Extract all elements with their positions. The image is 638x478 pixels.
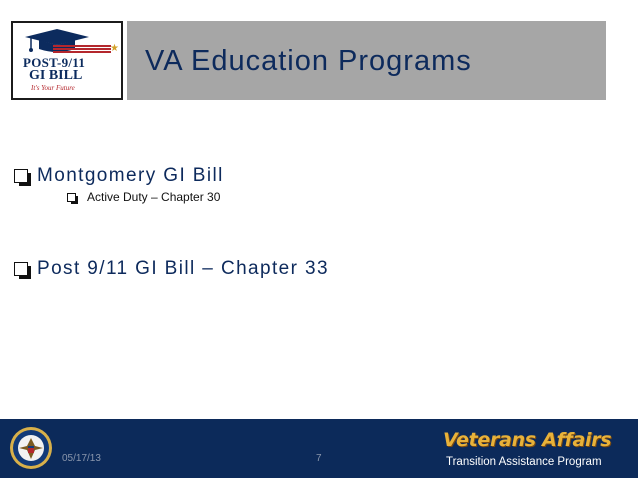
page-number: 7 [316, 453, 322, 464]
gi-bill-logo [11, 21, 123, 100]
sub-bullet-active-duty [67, 190, 220, 204]
logo-line2: GI BILL [29, 68, 83, 83]
va-seal-icon [9, 426, 53, 470]
checkbox-bullet-icon [14, 169, 28, 183]
title-bar [127, 21, 606, 100]
logo-line1: POST-9/11 [23, 55, 86, 70]
bullet-text: Montgomery GI Bill [37, 165, 224, 186]
bullet-text: Post 9/11 GI Bill – Chapter 33 [37, 258, 329, 279]
brand-subtitle: Transition Assistance Program [446, 456, 602, 468]
bullet-text: Active Duty – Chapter 30 [87, 190, 221, 204]
slide-title: VA Education Programs [145, 45, 472, 77]
logo-tagline: It's Your Future [31, 84, 75, 92]
checkbox-bullet-icon [14, 262, 28, 276]
footer-date: 05/17/13 [62, 453, 101, 464]
flag-stripes-icon [53, 45, 111, 53]
star-icon: ★ [110, 43, 119, 54]
veterans-affairs-brand: Veterans Affairs [443, 429, 612, 451]
checkbox-bullet-icon [67, 193, 76, 202]
bullet-post-911 [14, 258, 329, 280]
bullet-montgomery [14, 165, 224, 187]
